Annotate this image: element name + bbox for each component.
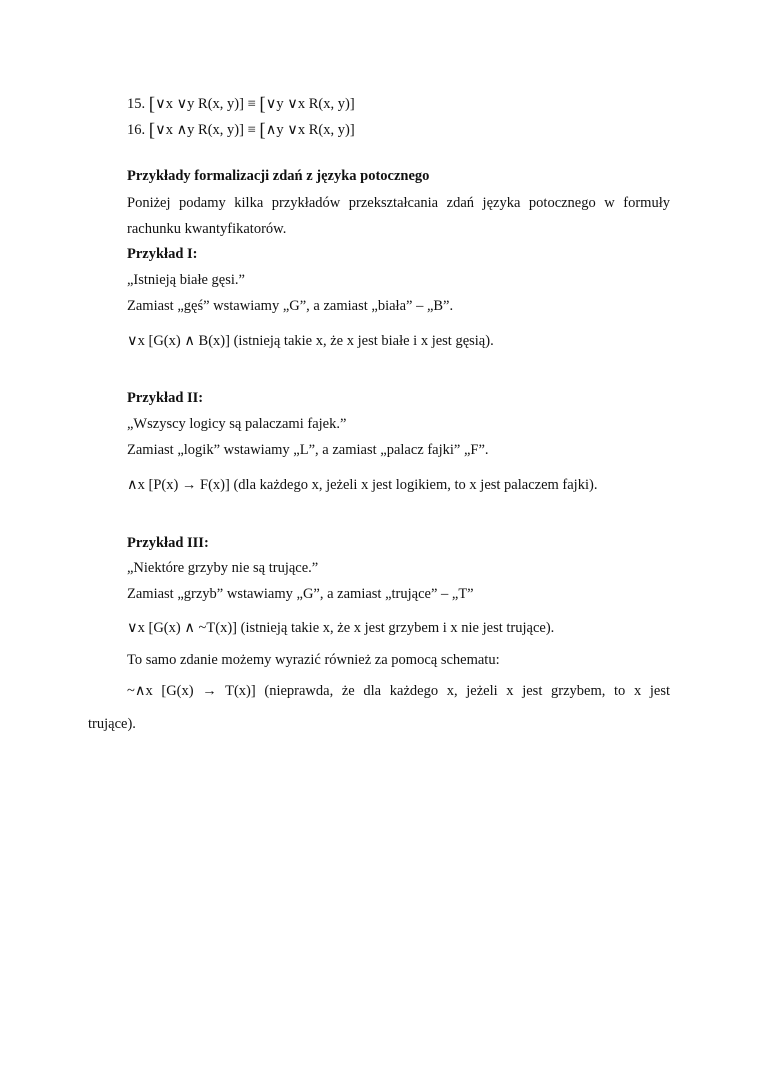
example-1-title: Przykład I: <box>127 246 198 262</box>
example-3-alt-formula-line-1: ~∧x [G(x) → T(x)] (nieprawda, że dla każdego x, jeżeli x jest grzybem, to x jest <box>127 683 670 699</box>
section-heading: Przykłady formalizacji zdań z języka potocznego <box>127 168 430 184</box>
bracket-open: [ <box>259 94 266 115</box>
bracket-open: [ <box>259 120 266 141</box>
law-left: ∨x ∨y R(x, y) <box>155 96 240 112</box>
example-2-formula: ∧x [P(x) → F(x)] (dla każdego x, jeżeli x jest logikiem, to x jest palaczem fajki). <box>127 477 598 493</box>
bracket-open: [ <box>148 94 156 115</box>
example-3-note: To samo zdanie możemy wyrazić również za pomocą schematu: <box>127 652 500 668</box>
law-16 <box>127 121 355 140</box>
law-left: ∨x ∧y R(x, y) <box>155 122 240 138</box>
intro-line-2: rachunku kwantyfikatorów. <box>127 221 287 237</box>
example-1-formula: ∨x [G(x) ∧ B(x)] (istnieją takie x, że x jest białe i x jest gęsią). <box>127 333 494 349</box>
bracket-close: ] <box>239 96 244 112</box>
law-right: ∧y ∨x R(x, y) <box>265 122 350 138</box>
example-2-substitution: Zamiast „logik” wstawiamy „L”, a zamiast „palacz fajki” „F”. <box>127 442 489 458</box>
bracket-close: ] <box>349 122 355 138</box>
law-right: ∨y ∨x R(x, y) <box>265 96 350 112</box>
law-number: 16. <box>127 122 146 138</box>
example-3-formula: ∨x [G(x) ∧ ~T(x)] (istnieją takie x, że x jest grzybem i x nie jest trujące). <box>127 620 555 636</box>
example-2-sentence: „Wszyscy logicy są palaczami fajek.” <box>127 416 347 432</box>
example-1-sentence: „Istnieją białe gęsi.” <box>127 272 245 288</box>
law-number: 15. <box>127 96 146 112</box>
intro-line-1: Poniżej podamy kilka przykładów przekształcania zdań języka potocznego w formuły <box>127 195 670 211</box>
example-3-substitution: Zamiast „grzyb” wstawiamy „G”, a zamiast „trujące” – „T” <box>127 586 474 602</box>
bracket-open: [ <box>148 120 156 141</box>
example-3-sentence: „Niektóre grzyby nie są trujące.” <box>127 560 319 576</box>
bracket-close: ] <box>239 122 244 138</box>
equiv-symbol: ≡ <box>247 122 256 138</box>
law-15 <box>127 95 355 114</box>
example-3-alt-formula-line-2: trujące). <box>88 716 136 732</box>
example-2-title: Przykład II: <box>127 390 204 406</box>
equiv-symbol: ≡ <box>247 96 256 112</box>
bracket-close: ] <box>349 96 355 112</box>
example-1-substitution: Zamiast „gęś” wstawiamy „G”, a zamiast „biała” – „B”. <box>127 298 454 314</box>
example-3-title: Przykład III: <box>127 535 209 551</box>
